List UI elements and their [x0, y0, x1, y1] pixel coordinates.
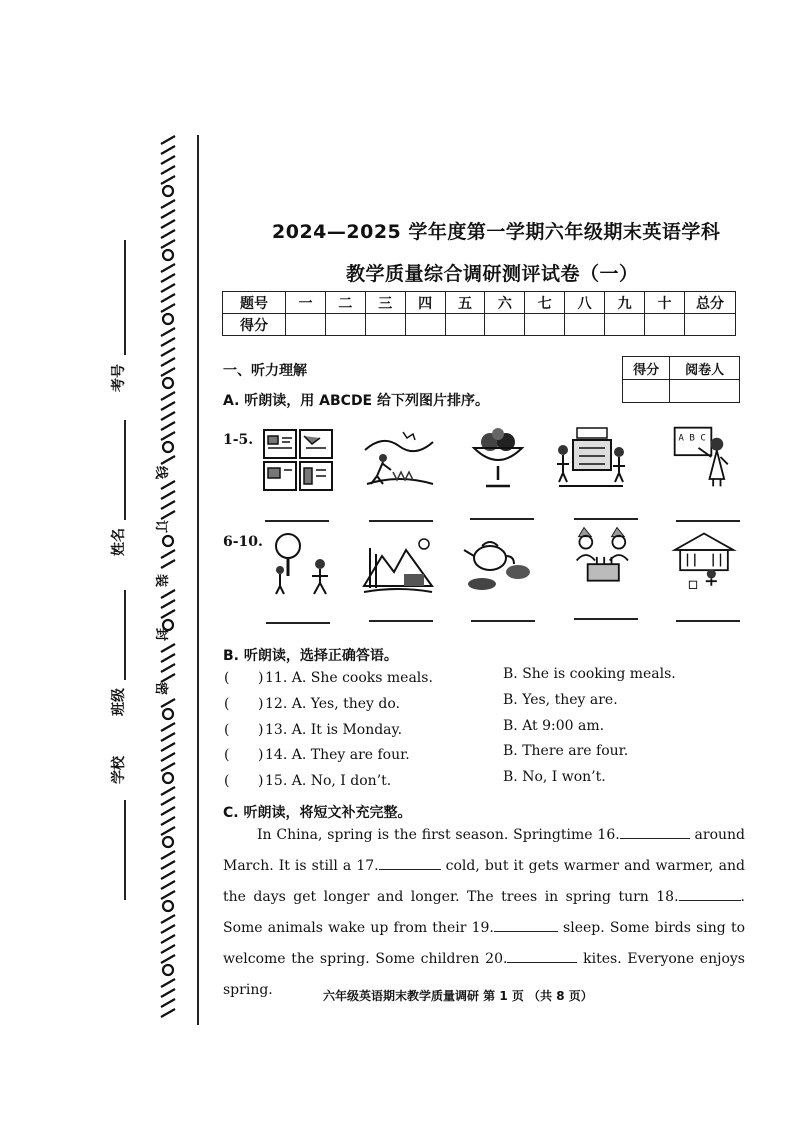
score-header-cell: 九: [605, 292, 645, 314]
festival-crowd-icon: [555, 424, 627, 490]
name-label: 姓名: [111, 528, 127, 556]
passage-text: kites. Everyone enjoys spring.: [223, 951, 745, 998]
partB-instruction: B. 听朗读，选择正确答语。: [223, 648, 398, 664]
exam-title-line2: 教学质量综合调研测评试卷（一）: [346, 263, 639, 285]
score-header-cell: 七: [525, 292, 565, 314]
answer-blank-10[interactable]: [676, 620, 740, 622]
blank-17[interactable]: [379, 855, 441, 870]
score-input-cell[interactable]: [645, 314, 685, 336]
ice-cream-icon: [462, 426, 534, 492]
exam-no-underline: [124, 240, 126, 355]
grader-name-label: 阅卷人: [670, 357, 740, 380]
answer-paren-close: ): [258, 696, 264, 712]
class-underline: [124, 590, 126, 680]
seal-word-ding: 订: [153, 519, 169, 534]
page-footer: 六年级英语期末教学质量调研 第 1 页 （共 8 页）: [323, 989, 593, 1003]
blank-19[interactable]: [494, 917, 558, 932]
answer-paren-open[interactable]: (: [224, 773, 230, 789]
score-row-label: 得分: [223, 314, 286, 336]
blank-16[interactable]: [620, 824, 690, 839]
score-header-cell: 八: [565, 292, 605, 314]
mountain-village-icon: [362, 534, 434, 600]
score-header-cell: 二: [325, 292, 365, 314]
school-underline: [124, 800, 126, 900]
score-table-header-row: [223, 292, 736, 314]
grader-table: [622, 356, 740, 403]
house-tree-icon: [668, 528, 740, 594]
row1-label: 1-5.: [223, 432, 254, 448]
passage-text: cold, but it gets warmer and warmer, and the days get longer and longer. The trees in spring turn 18.: [223, 858, 746, 905]
score-input-cell[interactable]: [286, 314, 326, 336]
name-underline: [124, 420, 126, 520]
cloze-passage: [223, 820, 745, 1006]
score-table-score-row: [223, 314, 736, 336]
answer-blank-7[interactable]: [369, 620, 433, 622]
answer-paren-open[interactable]: (: [224, 696, 230, 712]
answer-blank-2[interactable]: [369, 520, 433, 522]
teapot-food-icon: [462, 534, 534, 600]
answer-blank-5[interactable]: [676, 520, 740, 522]
seal-word-feng: 封: [153, 627, 169, 642]
score-input-cell[interactable]: [605, 314, 645, 336]
score-input-cell[interactable]: [485, 314, 525, 336]
option-a: 11. A. She cooks meals.: [265, 670, 433, 686]
option-b: B. At 9:00 am.: [503, 718, 605, 734]
class-label: 班级: [111, 688, 127, 716]
newspaper-panels-icon: [262, 428, 334, 494]
passage-text: In China, spring is the first season. Springtime 16.: [257, 827, 620, 843]
answer-blank-9[interactable]: [574, 618, 638, 620]
score-header-cell: 总分: [685, 292, 736, 314]
score-header-cell: 十: [645, 292, 685, 314]
answer-paren-open[interactable]: (: [224, 670, 230, 686]
option-b: B. Yes, they are.: [503, 692, 618, 708]
grader-score-cell[interactable]: [623, 380, 670, 403]
section1-heading: 一、听力理解: [223, 363, 307, 379]
option-b: B. No, I won’t.: [503, 769, 606, 785]
answer-paren-open[interactable]: (: [224, 722, 230, 738]
row2-label: 6-10.: [223, 534, 263, 550]
answer-blank-8[interactable]: [471, 620, 535, 622]
seal-word-zhuang: 装: [153, 573, 169, 588]
partA-instruction: A. 听朗读，用 ABCDE 给下列图片排序。: [223, 393, 489, 409]
exam-title-line1: 2024—2025 学年度第一学期六年级期末英语学科: [272, 221, 721, 243]
grader-score-label: 得分: [623, 357, 670, 380]
option-b: B. There are four.: [503, 743, 629, 759]
score-header-cell: 六: [485, 292, 525, 314]
option-a: 14. A. They are four.: [265, 747, 410, 763]
score-input-cell[interactable]: [685, 314, 736, 336]
score-input-cell[interactable]: [325, 314, 365, 336]
score-header-cell: 三: [365, 292, 405, 314]
answer-paren-open[interactable]: (: [224, 747, 230, 763]
seal-word-mi: 密: [153, 681, 169, 696]
score-header-cell: 四: [405, 292, 445, 314]
passage-text: around March. It is still a 17.: [223, 827, 745, 874]
score-header-cell: 五: [445, 292, 485, 314]
option-a: 15. A. No, I don’t.: [265, 773, 392, 789]
school-label: 学校: [111, 756, 127, 784]
score-header-cell: 一: [286, 292, 326, 314]
passage-text: sleep. Some birds sing to welcome the spring. Some children 20.: [223, 920, 745, 967]
school-field[interactable]: [111, 756, 127, 900]
answer-paren-close: ): [258, 722, 264, 738]
class-field[interactable]: [112, 590, 126, 725]
name-field[interactable]: [112, 420, 126, 560]
blackboard-text: A B C: [678, 432, 706, 444]
blank-20[interactable]: [507, 948, 577, 963]
birthday-cake-icon: [570, 522, 642, 588]
score-input-cell[interactable]: [525, 314, 565, 336]
option-a: 13. A. It is Monday.: [265, 722, 403, 738]
tree-picnic-icon: [268, 532, 340, 598]
answer-paren-close: ): [258, 670, 264, 686]
option-a: 12. A. Yes, they do.: [265, 696, 401, 712]
score-table: [222, 291, 736, 336]
farmer-field-icon: [363, 428, 435, 494]
answer-paren-close: ): [258, 773, 264, 789]
answer-blank-4[interactable]: [574, 518, 638, 520]
score-input-cell[interactable]: [565, 314, 605, 336]
score-input-cell[interactable]: [445, 314, 485, 336]
answer-blank-1[interactable]: [265, 520, 329, 522]
score-input-cell[interactable]: [365, 314, 405, 336]
partC-instruction: C. 听朗读，将短文补充完整。: [223, 805, 412, 821]
answer-paren-close: ): [258, 747, 264, 763]
option-b: B. She is cooking meals.: [503, 666, 676, 682]
passage-text: . Some animals wake up from their 19.: [223, 889, 745, 936]
score-header-cell: 题号: [223, 292, 286, 314]
exam-no-label: 考号: [111, 364, 127, 392]
exam-no-field[interactable]: [112, 240, 126, 395]
score-input-cell[interactable]: [405, 314, 445, 336]
seal-word-xian: 线: [153, 465, 169, 480]
margin-border-line: [197, 135, 199, 1025]
answer-blank-3[interactable]: [470, 518, 534, 520]
teacher-blackboard-icon: [668, 424, 740, 490]
grader-name-cell[interactable]: [670, 380, 740, 403]
blank-18[interactable]: [679, 886, 741, 901]
answer-blank-6[interactable]: [266, 622, 330, 624]
